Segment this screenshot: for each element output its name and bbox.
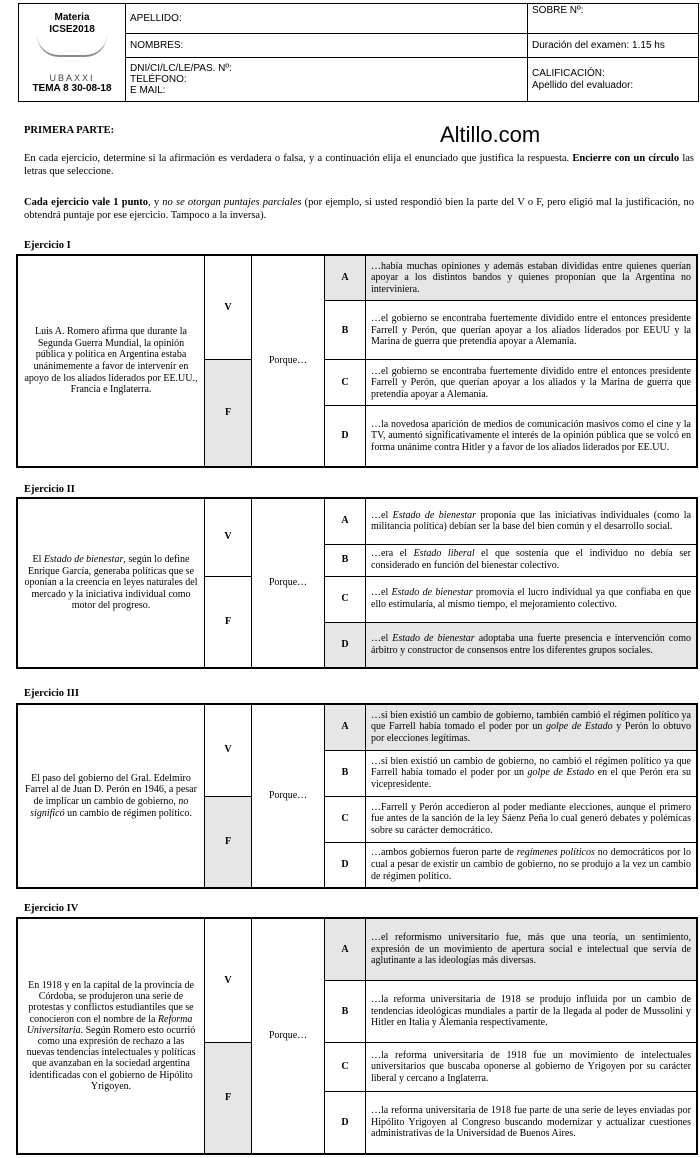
porque-label: Porque… bbox=[252, 255, 325, 467]
tema-label: TEMA 8 30-08-18 bbox=[32, 82, 112, 94]
true-option[interactable]: V bbox=[205, 498, 252, 576]
letter-d[interactable]: D bbox=[325, 622, 366, 668]
option-a: …había muchas opiniones y además estaban divididas entre quienes querían apoyar a los distintos bandos y quienes proponían que la Argentina no interviniera. bbox=[366, 255, 698, 301]
porque-label: Porque… bbox=[252, 704, 325, 888]
letter-c[interactable]: C bbox=[325, 796, 366, 842]
false-option[interactable]: F bbox=[205, 796, 252, 888]
letter-d[interactable]: D bbox=[325, 842, 366, 888]
exercise-2-title: Ejercicio II bbox=[24, 484, 75, 495]
option-c: …el gobierno se encontraba fuertemente dividido entre el entonces presidente Farrell y Perón, que querían apoyar a los aliados y la Marina de guerra que pretendía apoyar a Alemania. bbox=[366, 360, 698, 406]
false-option[interactable]: F bbox=[205, 1042, 252, 1154]
exercise-3-table bbox=[16, 703, 698, 889]
materia-label: Materia bbox=[54, 11, 90, 23]
false-option[interactable]: F bbox=[205, 576, 252, 668]
option-a: …el Estado de bienestar proponía que las iniciativas individuales (como la militancia política) debían ser la base del bien común y el desarrollo social. bbox=[366, 498, 698, 544]
option-b: …era el Estado liberal el que sostenía que el individuo no debía ser considerado en función del bienestar colectivo. bbox=[366, 544, 698, 576]
letter-b[interactable]: B bbox=[325, 544, 366, 576]
letter-c[interactable]: C bbox=[325, 1042, 366, 1091]
option-d: …la novedosa aparición de medios de comunicación masivos como el cine y la TV, aumentó significativamente el interés de la opinión pública que se volcó en forma unánime contra Hitler y a favor de los aliados liderados por EE.UU. bbox=[366, 406, 698, 467]
option-d: …el Estado de bienestar adoptaba una fuerte presencia e intervención como árbitro y constructor de consensos entre los diferentes grupos sociales. bbox=[366, 622, 698, 668]
true-option[interactable]: V bbox=[205, 704, 252, 796]
porque-label: Porque… bbox=[252, 498, 325, 668]
letter-b[interactable]: B bbox=[325, 301, 366, 360]
logo-text: UBAXXI bbox=[49, 72, 95, 83]
exercise-3-title: Ejercicio III bbox=[24, 688, 79, 699]
option-a: …el reformismo universitario fue, más que una teoría, un sentimiento, expresión de un movimiento de apertura social e intelectual que servía de aglutinante a las ideologías más diversas. bbox=[366, 918, 698, 980]
letter-c[interactable]: C bbox=[325, 360, 366, 406]
letter-d[interactable]: D bbox=[325, 1092, 366, 1154]
exercise-3-statement: El paso del gobierno del Gral. Edelmiro Farrel al de Juan D. Perón en 1946, a pesar de implicar un cambio de gobierno, no significó un cambio de régimen político. bbox=[17, 704, 205, 888]
section-title: PRIMERA PARTE: bbox=[24, 125, 115, 136]
letter-a[interactable]: A bbox=[325, 255, 366, 301]
nombres-field[interactable]: NOMBRES: bbox=[126, 34, 528, 58]
letter-c[interactable]: C bbox=[325, 576, 366, 622]
option-b: …si bien existió un cambio de gobierno, no cambió el régimen político ya que Farrell había tomado el poder por un golpe de Estado en el que Perón era su vicepresidente. bbox=[366, 750, 698, 796]
duration-label: Duración del examen: 1.15 hs bbox=[528, 34, 699, 58]
exercise-2-table bbox=[16, 497, 698, 669]
grade-label: CALIFICACIÓN: bbox=[532, 67, 605, 79]
email-label: E MAIL: bbox=[130, 85, 166, 96]
exercise-4-title: Ejercicio IV bbox=[24, 903, 79, 914]
grade-field[interactable] bbox=[528, 58, 699, 102]
sobre-field[interactable]: SOBRE Nº: bbox=[528, 4, 699, 34]
apellido-field[interactable]: APELLIDO: bbox=[126, 4, 528, 34]
exercise-4-table bbox=[16, 917, 698, 1155]
exercise-4-statement: En 1918 y en la capital de la provincia de Córdoba, se produjeron una serie de protestas y conflictos estudiantiles que se conocieron con el nombre de la Reforma Universitaria. Según Romero esto ocurrió como una expresión de rechazo a las nuevas tendencias intelectuales y políticas que avanzaban en la sociedad argentina identificadas con el gobierno de Hipólito Yrigoyen. bbox=[17, 918, 205, 1154]
option-a: …si bien existió un cambio de gobierno, también cambió el régimen político ya que Farrell había tomado el poder por un golpe de Estado y Perón lo obtuvo por elecciones legítimas. bbox=[366, 704, 698, 750]
ubaxxi-logo-icon bbox=[37, 35, 107, 57]
option-d: …la reforma universitaria de 1918 fue parte de una serie de leyes enviadas por Hipólito Yrigoyen al Congreso buscando modernizar y actualizar cuestiones administrativas de la Universidad de Buenos Aires. bbox=[366, 1092, 698, 1154]
instructions-2: Cada ejercicio vale 1 punto, y no se otorgan puntajes parciales (por ejemplo, si usted respondió bien la parte del V o F, pero eligió mal la justificación, no obtendrá puntaje por ese ejercicio. Tampoco a la inversa). bbox=[24, 197, 694, 221]
evaluator-label: Apellido del evaluador: bbox=[532, 79, 634, 91]
option-b: …la reforma universitaria de 1918 se produjo influida por un cambio de tendencias ideológicas mundiales a partir de la llegada al poder de Mussolini y Hitler en Italia y Alemania respectivamente. bbox=[366, 980, 698, 1042]
logo-block bbox=[19, 4, 126, 102]
exercise-1-title: Ejercicio I bbox=[24, 240, 71, 251]
option-c: …el Estado de bienestar promovía el lucro individual ya que confiaba en que ello estimularía, al mismo tiempo, el mejoramiento colectivo. bbox=[366, 576, 698, 622]
instructions-1: En cada ejercicio, determine si la afirmación es verdadera o falsa, y a continuación elija el enunciado que justifica la respuesta. Encierre con un círculo las letras que seleccione. bbox=[24, 153, 694, 177]
dni-label: DNI/CI/LC/LE/PAS. Nº: bbox=[130, 63, 232, 74]
course-code: ICSE2018 bbox=[49, 23, 95, 35]
watermark: Altillo.com bbox=[440, 122, 541, 147]
letter-b[interactable]: B bbox=[325, 980, 366, 1042]
option-c: …la reforma universitaria de 1918 fue un movimiento de intelectuales universitarios que buscaba oponerse al gobierno de Yrigoyen por su carácter liberal y cercano a Inglaterra. bbox=[366, 1042, 698, 1091]
true-option[interactable]: V bbox=[205, 255, 252, 360]
letter-a[interactable]: A bbox=[325, 704, 366, 750]
letter-d[interactable]: D bbox=[325, 406, 366, 467]
exercise-1-table bbox=[16, 254, 698, 468]
option-c: …Farrell y Perón accedieron al poder mediante elecciones, aunque el primero fue antes de la sanción de la ley Sáenz Peña lo cual generó debates y polémicas sobre su carácter democrático. bbox=[366, 796, 698, 842]
contact-field[interactable] bbox=[126, 58, 528, 102]
letter-b[interactable]: B bbox=[325, 750, 366, 796]
true-option[interactable]: V bbox=[205, 918, 252, 1042]
letter-a[interactable]: A bbox=[325, 498, 366, 544]
exam-header bbox=[18, 3, 699, 102]
false-option[interactable]: F bbox=[205, 360, 252, 467]
letter-a[interactable]: A bbox=[325, 918, 366, 980]
exercise-2-statement: El Estado de bienestar, según lo define Enrique García, generaba políticas que se oponían a la creencia en leyes naturales del mercado y la iniciativa individual como motor del progreso. bbox=[17, 498, 205, 668]
option-b: …el gobierno se encontraba fuertemente dividido entre el entonces presidente Farrell y Perón, que querían apoyar a los aliados liderados por EEUU y la Marina de guerra que pretendía apoyar a Alemania. bbox=[366, 301, 698, 360]
porque-label: Porque… bbox=[252, 918, 325, 1154]
option-d: …ambos gobiernos fueron parte de regímenes políticos no democráticos por lo cual a pesar de existir un cambio de gobierno, no se produjo a la vez un cambio de régimen político. bbox=[366, 842, 698, 888]
phone-label: TELÉFONO: bbox=[130, 74, 187, 85]
exercise-1-statement: Luis A. Romero afirma que durante la Segunda Guerra Mundial, la opinión pública y política en Argentina estaba unánimemente a favor de intervenir en apoyo de los aliados liderados por EE.UU., Francia e Inglaterra. bbox=[17, 255, 205, 467]
